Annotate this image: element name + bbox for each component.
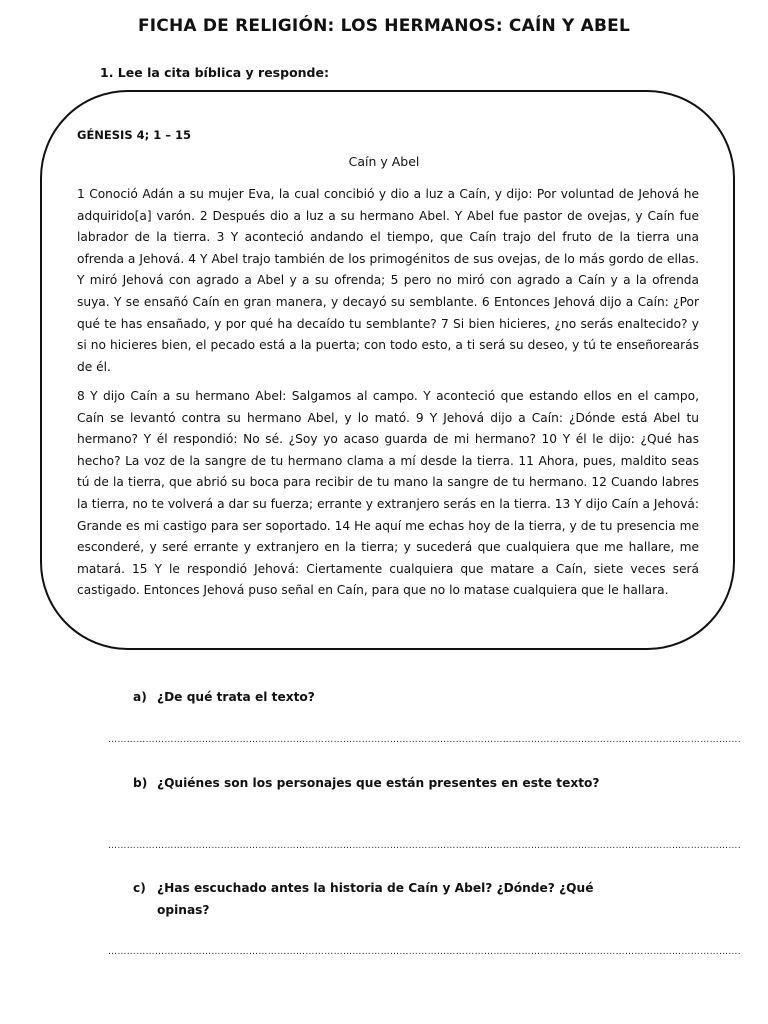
question-c [133,877,617,921]
answer-line-a[interactable]: …………………………………………………………………………………………………………………………………………………………………………………. [108,735,742,745]
question-text: ¿De qué trata el texto? [157,690,315,704]
reading-paragraph-2: 8 Y dijo Caín a su hermano Abel: Salgamos al campo. Y aconteció que estando ellos en el campo, Caín se levantó contra su hermano Abel, y lo mató. 9 Y Jehová dijo a Caín: ¿Dónde está Abel tu hermano? Y él respondió: No sé. ¿Soy yo acaso guarda de mi hermano? 10 Y él le dijo: ¿Qué has hecho? La voz de la sangre de tu hermano clama a mí desde la tierra. 11 Ahora, pues, maldito seas tú de la tierra, que abrió su boca para recibir de tu mano la sangre de tu hermano. 12 Cuando labres la tierra, no te volverá a dar su fuerza; errante y extranjero serás en la tierra. 13 Y dijo Caín a Jehová: Grande es mi castigo para ser soportado. 14 He aquí me echas hoy de la tierra, y de tu presencia me esconderé, y seré errante y extranjero en la tierra; y sucederá que cualquiera que me hallare, me matará. 15 Y le respondió Jehová: Ciertamente cualquiera que matare a Caín, siete veces será castigado. Entonces Jehová puso señal en Caín, para que no lo matase cualquiera que le hallara. [77,389,699,598]
question-letter: a) [133,690,147,704]
question-b [133,772,617,794]
question-text: ¿Quiénes son los personajes que están presentes en este texto? [157,776,600,790]
reading-subtitle: Caín y Abel [348,154,420,169]
instruction-text: 1. Lee la cita bíblica y responde: [100,65,329,80]
question-a [133,686,617,708]
answer-line-b[interactable]: …………………………………………………………………………………………………………………………………………………………………………………. [108,841,742,851]
question-letter: c) [133,881,146,895]
question-text: ¿Has escuchado antes la historia de Caín y Abel? ¿Dónde? ¿Qué opinas? [157,881,594,917]
bible-reference: GÉNESIS 4; 1 – 15 [77,128,191,142]
question-letter: b) [133,776,148,790]
worksheet-title: FICHA DE RELIGIÓN: LOS HERMANOS: CAÍN Y ABEL [137,16,631,36]
answer-line-c[interactable]: …………………………………………………………………………………………………………………………………………………………………………………. [108,947,742,957]
reading-paragraph-1: 1 Conoció Adán a su mujer Eva, la cual concibió y dio a luz a Caín, y dijo: Por voluntad de Jehová he adquirido[a] varón. 2 Después dio a luz a su hermano Abel. Y Abel fue pastor de ovejas, y Caín fue labrador de la tierra. 3 Y aconteció andando el tiempo, que Caín trajo del fruto de la tierra una ofrenda a Jehová. 4 Y Abel trajo también de los primogénitos de sus ovejas, de lo más gordo de ellas. Y miró Jehová con agrado a Abel y a su ofrenda; 5 pero no miró con agrado a Caín y a la ofrenda suya. Y se ensañó Caín en gran manera, y decayó su semblante. 6 Entonces Jehová dijo a Caín: ¿Por qué te has ensañado, y por qué ha decaído tu semblante? 7 Si bien hicieres, ¿no serás enaltecido? y si no hicieres bien, el pecado está a la puerta; con todo esto, a ti será su deseo, y tú te enseñorearás de él. [77,187,699,374]
